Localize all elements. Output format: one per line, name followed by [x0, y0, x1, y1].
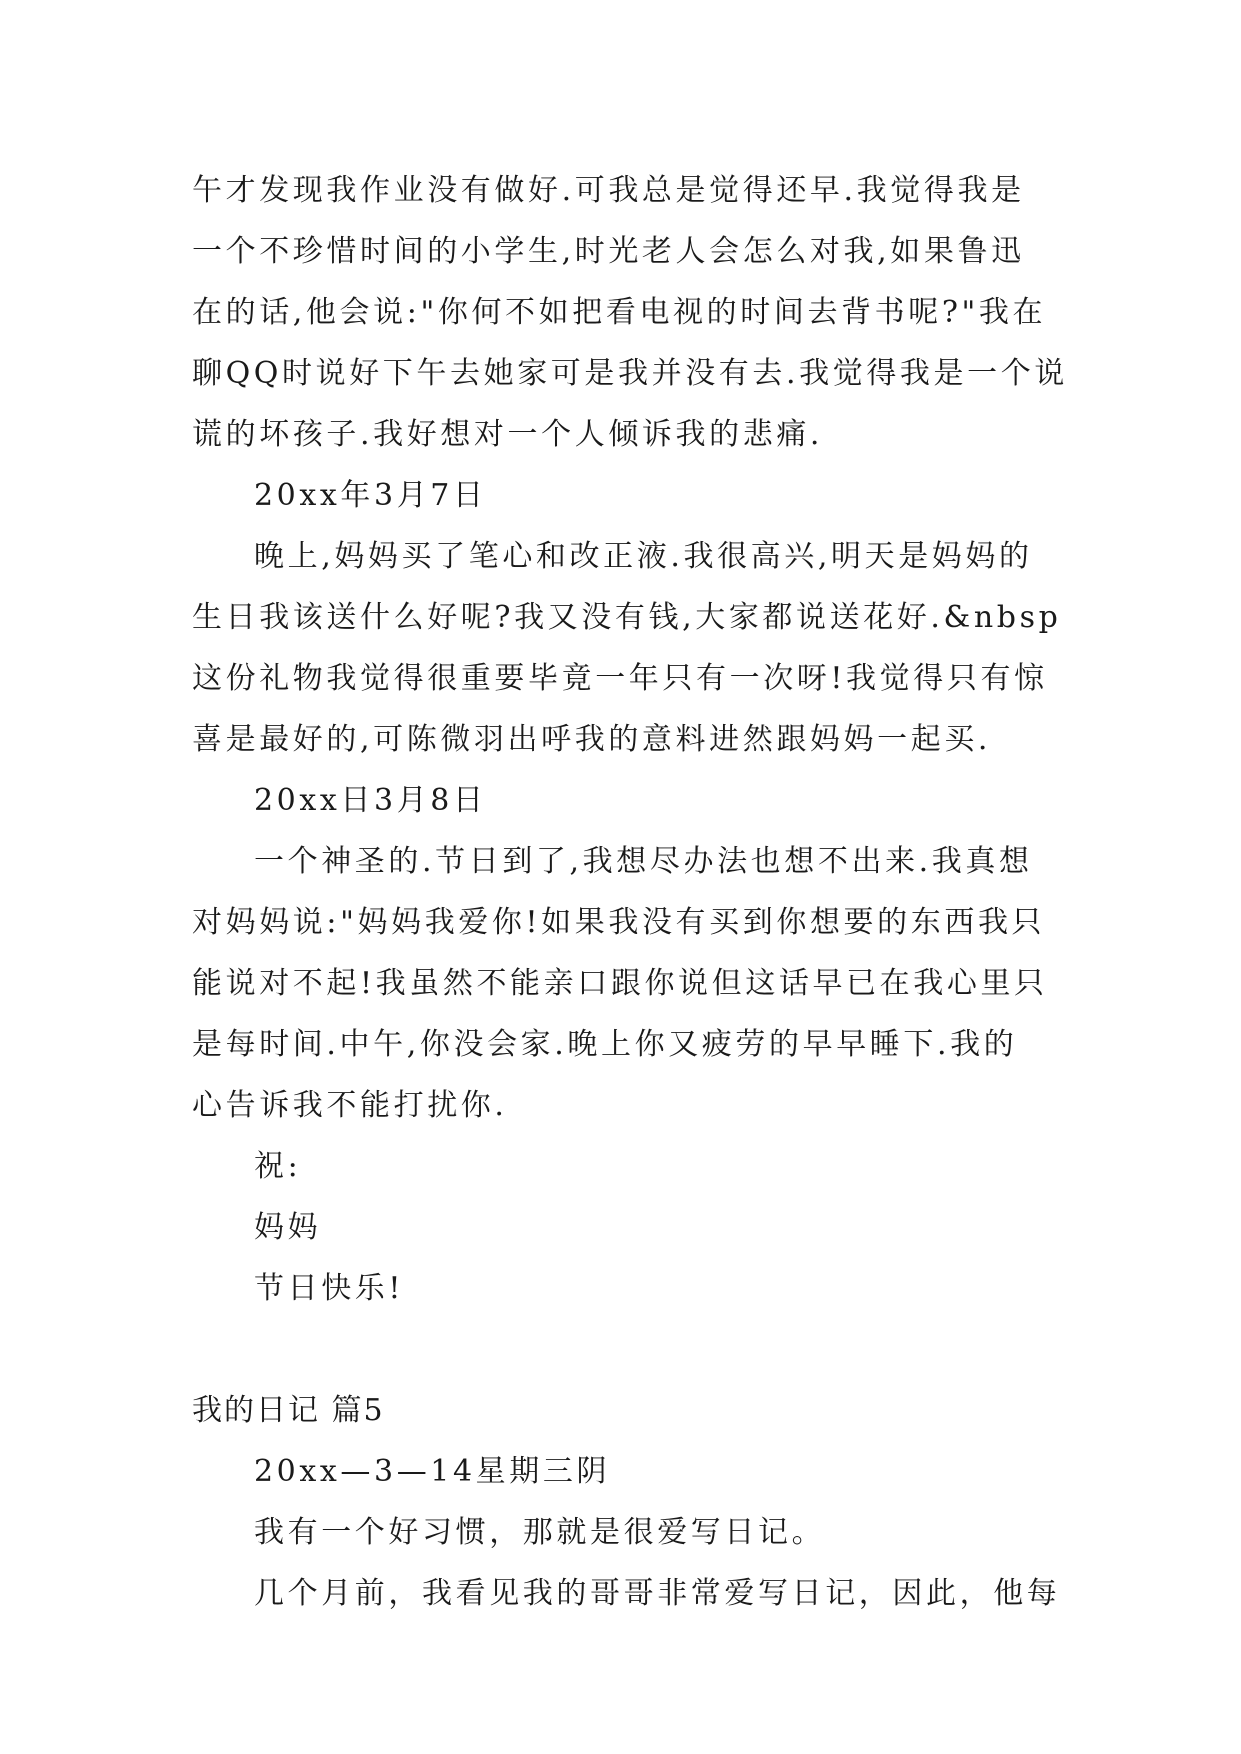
closing-block: [192, 1136, 1062, 1319]
text-line: 是每时间.中午,你没会家.晚上你又疲劳的早早睡下.我的: [192, 1027, 1018, 1062]
paragraph-procrastination: [192, 160, 1068, 465]
document-page: [192, 160, 1068, 1624]
closing-line: 妈妈: [254, 1210, 322, 1245]
text-line: 我有一个好习惯，那就是很爱写日记。: [254, 1515, 826, 1550]
text-line: 一个神圣的.节日到了,我想尽办法也想不出来.我真想: [254, 844, 1033, 879]
entry-date: 20xx日3月8日: [254, 783, 487, 818]
entry-title: 我的日记 篇5: [192, 1393, 385, 1428]
text-line: 午才发现我作业没有做好.可我总是觉得还早.我觉得我是: [192, 173, 1025, 208]
text-line: 聊QQ时说好下午去她家可是我并没有去.我觉得我是一个说: [192, 356, 1068, 391]
text-line: 晚上,妈妈买了笔心和改正液.我很高兴,明天是妈妈的: [254, 539, 1033, 574]
entry-date: 20xx—3—14星期三阴: [254, 1454, 611, 1489]
entry-date: 20xx年3月7日: [254, 478, 487, 513]
text-line: 一个不珍惜时间的小学生,时光老人会怎么对我,如果鲁迅: [192, 234, 1025, 269]
paragraph-gift: [192, 526, 1062, 770]
text-line: 生日我该送什么好呢?我又没有钱,大家都说送花好.&nbsp: [192, 600, 1062, 635]
text-line: 对妈妈说:"妈妈我爱你!如果我没有买到你想要的东西我只: [192, 905, 1046, 940]
closing-line: 祝:: [254, 1149, 302, 1184]
text-line: 谎的坏孩子.我好想对一个人倾诉我的悲痛.: [192, 417, 824, 452]
text-line: 在的话,他会说:"你何不如把看电视的时间去背书呢?"我在: [192, 295, 1047, 330]
text-line: 这份礼物我觉得很重要毕竟一年只有一次呀!我觉得只有惊: [192, 661, 1048, 696]
section-spacer: [192, 1319, 1062, 1380]
text-line: 几个月前，我看见我的哥哥非常爱写日记，因此，他每: [254, 1576, 1061, 1611]
paragraph-holiday: [192, 831, 1062, 1136]
text-line: 喜是最好的,可陈微羽出呼我的意料进然跟妈妈一起买.: [192, 722, 992, 757]
text-line: 能说对不起!我虽然不能亲口跟你说但这话早已在我心里只: [192, 966, 1048, 1001]
closing-line: 节日快乐!: [254, 1271, 405, 1306]
text-line: 心告诉我不能打扰你.: [192, 1088, 508, 1123]
